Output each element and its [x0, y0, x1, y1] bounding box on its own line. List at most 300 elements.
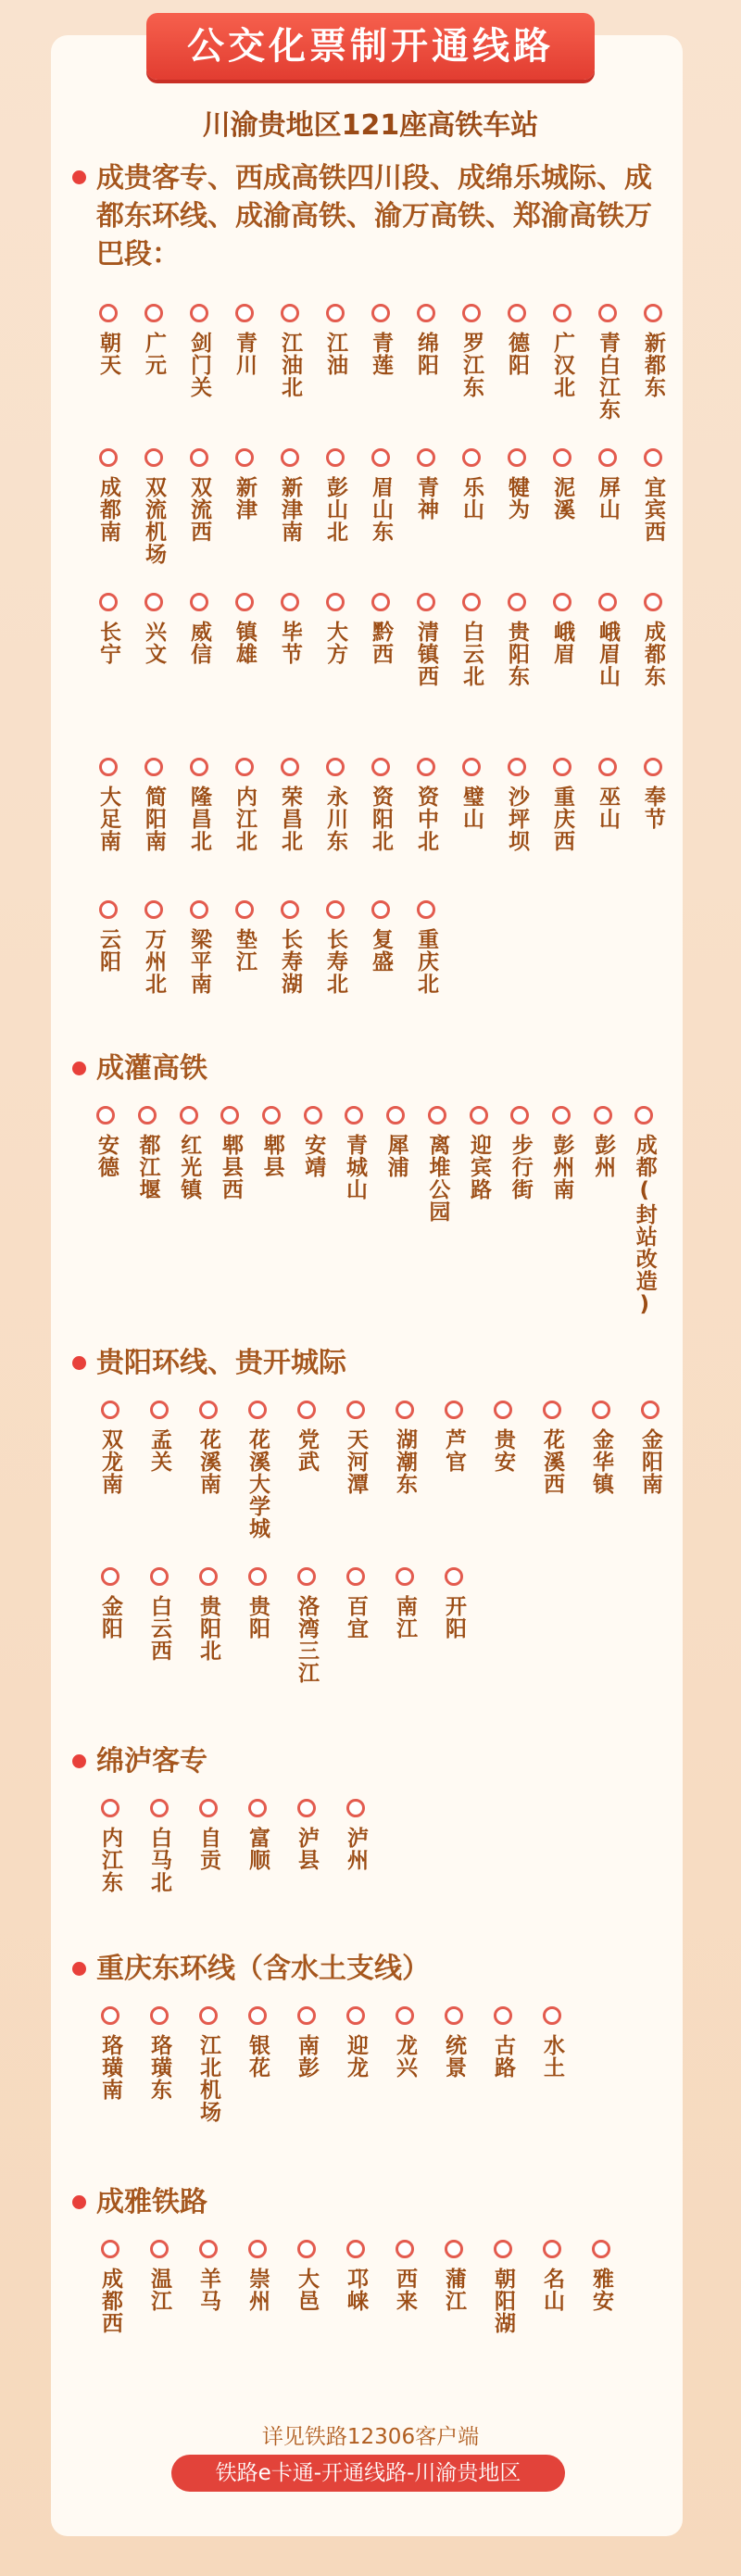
- station: [630, 758, 675, 852]
- station: [312, 758, 358, 852]
- station-name: 镇雄: [232, 621, 257, 665]
- station: [478, 2240, 527, 2334]
- station-dot-icon: [101, 1567, 119, 1586]
- station-dot-icon: [462, 304, 481, 322]
- station-dot-icon: [396, 2006, 414, 2025]
- footer-note: 详见铁路12306客户端: [261, 2425, 480, 2449]
- station: [539, 593, 584, 687]
- station-name: 重庆西: [550, 785, 574, 852]
- section-title: 成灌高铁: [72, 1050, 207, 1087]
- station: [458, 1106, 499, 1317]
- station-name: 泸州: [344, 1827, 368, 1871]
- station: [183, 1799, 232, 1893]
- station-name: 江油北: [278, 332, 302, 398]
- station-name: 羊马: [196, 2268, 220, 2312]
- station-dot-icon: [634, 1106, 653, 1125]
- station-name: 黔西: [369, 621, 393, 665]
- station-dot-icon: [99, 900, 118, 919]
- station-row: [85, 900, 448, 995]
- station-dot-icon: [150, 1799, 169, 1817]
- station: [539, 758, 584, 852]
- station: [131, 448, 176, 565]
- station: [85, 900, 131, 995]
- station-name: 金阳: [98, 1595, 122, 1640]
- station: [448, 304, 494, 421]
- station-dot-icon: [150, 1567, 169, 1586]
- station: [331, 1799, 380, 1893]
- station: [584, 448, 630, 565]
- station: [541, 1106, 583, 1317]
- station: [584, 304, 630, 421]
- station: [584, 593, 630, 687]
- station: [176, 304, 221, 421]
- station: [85, 758, 131, 852]
- station: [134, 1401, 183, 1539]
- station-name: 自贡: [196, 1827, 220, 1871]
- station-name: 荣昌北: [278, 785, 302, 852]
- station: [478, 2006, 527, 2123]
- station-dot-icon: [445, 2006, 463, 2025]
- station-dot-icon: [644, 758, 662, 776]
- station: [331, 1401, 380, 1539]
- footer-path-badge[interactable]: 铁路e卡通-开通线路-川渝贵地区: [171, 2455, 565, 2492]
- station-dot-icon: [592, 1401, 610, 1419]
- station: [625, 1401, 674, 1539]
- station: [448, 448, 494, 565]
- station-name: 湖潮东: [393, 1428, 417, 1495]
- station-name: 新津: [232, 476, 257, 521]
- section-title: 重庆东环线（含水土支线）: [72, 1951, 430, 1988]
- station-name: 温江: [147, 2268, 171, 2312]
- station: [448, 758, 494, 852]
- station-name: 白云西: [147, 1595, 171, 1662]
- station-name: 芦官: [442, 1428, 466, 1473]
- station: [494, 593, 539, 687]
- station-dot-icon: [462, 758, 481, 776]
- station-name: 贵阳东: [505, 621, 529, 687]
- station-row: [85, 1106, 665, 1317]
- station-row: [85, 2006, 576, 2123]
- station-name: 双龙南: [98, 1428, 122, 1495]
- station-name: 资阳北: [369, 785, 393, 852]
- station-name: 珞璜东: [147, 2034, 171, 2101]
- station-name: 青莲: [369, 332, 393, 376]
- station-name: 蒲江: [442, 2268, 466, 2312]
- station-dot-icon: [371, 593, 390, 611]
- page-subtitle: 川渝贵地区121座高铁车站: [202, 109, 539, 142]
- station-dot-icon: [235, 304, 254, 322]
- station-dot-icon: [508, 758, 526, 776]
- station: [131, 900, 176, 995]
- station-name: 德阳: [505, 332, 529, 376]
- station-dot-icon: [101, 2240, 119, 2258]
- station-name: 安德: [94, 1134, 119, 1178]
- station: [312, 593, 358, 687]
- station-name: 璧山: [459, 785, 484, 830]
- station: [630, 304, 675, 421]
- station-name: 垫江: [232, 928, 257, 973]
- station-dot-icon: [598, 448, 617, 467]
- station: [494, 758, 539, 852]
- station: [221, 448, 267, 565]
- station: [358, 758, 403, 852]
- station-name: 贵阳北: [196, 1595, 220, 1662]
- station-name: 大足南: [96, 785, 120, 852]
- station: [232, 2240, 282, 2334]
- station-dot-icon: [417, 900, 435, 919]
- station-dot-icon: [386, 1106, 405, 1125]
- station-dot-icon: [96, 1106, 115, 1125]
- station: [527, 2240, 576, 2334]
- station-dot-icon: [445, 2240, 463, 2258]
- station-name: 罗江东: [459, 332, 484, 398]
- station-name: 百宜: [344, 1595, 368, 1640]
- station-dot-icon: [462, 448, 481, 467]
- section-title: 成贵客专、西成高铁四川段、成绵乐城际、成都东环线、成渝高铁、渝万高铁、郑渝高铁万巴段：: [72, 159, 672, 273]
- station-dot-icon: [199, 1799, 218, 1817]
- station: [582, 1106, 623, 1317]
- station: [292, 1106, 333, 1317]
- station-name: 花溪西: [540, 1428, 564, 1495]
- station-name: 犀浦: [383, 1134, 408, 1178]
- station-name: 资中北: [414, 785, 438, 852]
- page-title: 公交化票制开通线路: [146, 13, 595, 80]
- station-dot-icon: [396, 1567, 414, 1586]
- station: [429, 2240, 478, 2334]
- station-name: 沙坪坝: [505, 785, 529, 852]
- station: [527, 1401, 576, 1539]
- station-name: 大方: [323, 621, 347, 665]
- station: [267, 448, 312, 565]
- station-name: 复盛: [369, 928, 393, 973]
- station: [380, 1401, 429, 1539]
- station: [221, 900, 267, 995]
- station-dot-icon: [428, 1106, 446, 1125]
- station: [312, 304, 358, 421]
- station-dot-icon: [235, 900, 254, 919]
- station-dot-icon: [248, 2240, 267, 2258]
- station-dot-icon: [494, 1401, 512, 1419]
- station-name: 成都南: [96, 476, 120, 543]
- station-name: 郫县: [259, 1134, 284, 1178]
- station-name: 大邑: [295, 2268, 319, 2312]
- station-dot-icon: [248, 1401, 267, 1419]
- station: [375, 1106, 417, 1317]
- station-dot-icon: [138, 1106, 157, 1125]
- station-name: 朝阳湖: [491, 2268, 515, 2334]
- station-dot-icon: [199, 2006, 218, 2025]
- station-dot-icon: [346, 2006, 365, 2025]
- station: [221, 593, 267, 687]
- station-name: 银花: [245, 2034, 270, 2079]
- station-name: 金阳南: [638, 1428, 662, 1495]
- station-name: 红光镇: [177, 1134, 202, 1200]
- station-dot-icon: [99, 758, 118, 776]
- station-name: 都江堰: [135, 1134, 160, 1200]
- station: [282, 2240, 331, 2334]
- station-row: [85, 2240, 625, 2334]
- station-dot-icon: [144, 593, 163, 611]
- station: [85, 304, 131, 421]
- station: [183, 2006, 232, 2123]
- station-dot-icon: [150, 2006, 169, 2025]
- station-dot-icon: [144, 900, 163, 919]
- station-name: 青神: [414, 476, 438, 521]
- station-name: 郫县西: [218, 1134, 243, 1200]
- station-dot-icon: [553, 304, 571, 322]
- station: [417, 1106, 458, 1317]
- section-title: 绵泸客专: [72, 1743, 207, 1780]
- station-name: 党武: [295, 1428, 319, 1473]
- station: [131, 593, 176, 687]
- station: [403, 758, 448, 852]
- station: [282, 2006, 331, 2123]
- station-name: 白马北: [147, 1827, 171, 1893]
- station-name: 迎龙: [344, 2034, 368, 2079]
- station-name: 富顺: [245, 1827, 270, 1871]
- station-dot-icon: [144, 304, 163, 322]
- station-dot-icon: [297, 1567, 316, 1586]
- station-name: 统景: [442, 2034, 466, 2079]
- station-dot-icon: [371, 304, 390, 322]
- station-dot-icon: [304, 1106, 322, 1125]
- station: [282, 1401, 331, 1539]
- station-name: 双流机场: [142, 476, 166, 565]
- station-row: [85, 304, 675, 421]
- station-dot-icon: [371, 758, 390, 776]
- station-dot-icon: [235, 448, 254, 467]
- station-name: 金华镇: [589, 1428, 613, 1495]
- station: [131, 304, 176, 421]
- station: [331, 1567, 380, 1684]
- station: [85, 2006, 134, 2123]
- station: [630, 593, 675, 687]
- station: [85, 1799, 134, 1893]
- station: [358, 448, 403, 565]
- station: [331, 2006, 380, 2123]
- station-name: 江北机场: [196, 2034, 220, 2123]
- station-name: 乐山: [459, 476, 484, 521]
- station-dot-icon: [346, 1799, 365, 1817]
- station-name: 清镇西: [414, 621, 438, 687]
- station: [539, 448, 584, 565]
- station-name: 新都东: [641, 332, 665, 398]
- station: [623, 1106, 665, 1317]
- station-name: 内江北: [232, 785, 257, 852]
- station-name: 彭州: [591, 1134, 616, 1178]
- station: [221, 758, 267, 852]
- station: [134, 1799, 183, 1893]
- station: [403, 448, 448, 565]
- station-dot-icon: [494, 2006, 512, 2025]
- station: [267, 304, 312, 421]
- station-name: 孟关: [147, 1428, 171, 1473]
- station-name: 成都西: [98, 2268, 122, 2334]
- section-title: 贵阳环线、贵开城际: [72, 1345, 346, 1382]
- station: [380, 2006, 429, 2123]
- station-dot-icon: [494, 2240, 512, 2258]
- station-dot-icon: [281, 448, 299, 467]
- station-dot-icon: [99, 304, 118, 322]
- station: [576, 2240, 625, 2334]
- station-dot-icon: [101, 2006, 119, 2025]
- station-name: 名山: [540, 2268, 564, 2312]
- station-name: 重庆北: [414, 928, 438, 995]
- station: [209, 1106, 251, 1317]
- station-dot-icon: [594, 1106, 612, 1125]
- station-dot-icon: [326, 304, 345, 322]
- station: [85, 593, 131, 687]
- station-dot-icon: [553, 593, 571, 611]
- station-name: 犍为: [505, 476, 529, 521]
- station: [176, 448, 221, 565]
- station-dot-icon: [417, 758, 435, 776]
- station: [232, 1401, 282, 1539]
- station-dot-icon: [248, 2006, 267, 2025]
- station-name: 峨眉: [550, 621, 574, 665]
- station-dot-icon: [598, 758, 617, 776]
- station-dot-icon: [326, 593, 345, 611]
- station-row: [85, 1401, 674, 1539]
- section-title: 成雅铁路: [72, 2184, 207, 2221]
- station-name: 毕节: [278, 621, 302, 665]
- station: [131, 758, 176, 852]
- station-dot-icon: [281, 758, 299, 776]
- station: [358, 593, 403, 687]
- station: [358, 304, 403, 421]
- station-name: 彭山北: [323, 476, 347, 543]
- station-name: 兴文: [142, 621, 166, 665]
- station-name: 水土: [540, 2034, 564, 2079]
- station: [539, 304, 584, 421]
- station-name: 邛崃: [344, 2268, 368, 2312]
- station: [176, 593, 221, 687]
- station-dot-icon: [248, 1567, 267, 1586]
- station-name: 迎宾路: [467, 1134, 492, 1200]
- station-name: 步行街: [508, 1134, 533, 1200]
- station-dot-icon: [396, 1401, 414, 1419]
- station-name: 眉山东: [369, 476, 393, 543]
- station-name: 万州北: [142, 928, 166, 995]
- station-dot-icon: [417, 448, 435, 467]
- station: [576, 1401, 625, 1539]
- station-name: 江油: [323, 332, 347, 376]
- station-name: 泥溪: [550, 476, 574, 521]
- station-dot-icon: [99, 593, 118, 611]
- station-dot-icon: [297, 2006, 316, 2025]
- station-name: 花溪南: [196, 1428, 220, 1495]
- station-name: 离堆公园: [425, 1134, 450, 1223]
- station: [403, 304, 448, 421]
- station-dot-icon: [552, 1106, 571, 1125]
- station-name: 青城山: [342, 1134, 367, 1200]
- station: [331, 2240, 380, 2334]
- station-dot-icon: [598, 593, 617, 611]
- station-dot-icon: [510, 1106, 529, 1125]
- station-row: [85, 1567, 478, 1684]
- station: [85, 1106, 127, 1317]
- station: [127, 1106, 169, 1317]
- station: [183, 1567, 232, 1684]
- station-dot-icon: [190, 593, 208, 611]
- station-dot-icon: [199, 1567, 218, 1586]
- station-name: 剑门关: [187, 332, 211, 398]
- station-dot-icon: [235, 593, 254, 611]
- station: [499, 1106, 541, 1317]
- station: [168, 1106, 209, 1317]
- station-name: 崇州: [245, 2268, 270, 2312]
- station-dot-icon: [297, 2240, 316, 2258]
- station: [85, 1401, 134, 1539]
- station-row: [85, 593, 675, 687]
- station-name: 峨眉山: [596, 621, 620, 687]
- station-name: 永川东: [323, 785, 347, 852]
- station: [282, 1567, 331, 1684]
- station-name: 南彭: [295, 2034, 319, 2079]
- station: [134, 2006, 183, 2123]
- station-name: 隆昌北: [187, 785, 211, 852]
- station-name: 奉节: [641, 785, 665, 830]
- station: [429, 1567, 478, 1684]
- station-name: 云阳: [96, 928, 120, 973]
- station-name: 洛湾三江: [295, 1595, 319, 1684]
- station-row: [85, 448, 675, 565]
- station-name: 成都(封站改造): [632, 1134, 657, 1317]
- station: [429, 1401, 478, 1539]
- station-dot-icon: [445, 1567, 463, 1586]
- station-dot-icon: [445, 1401, 463, 1419]
- station-dot-icon: [543, 2006, 561, 2025]
- station: [183, 1401, 232, 1539]
- station-dot-icon: [281, 304, 299, 322]
- station-name: 梁平南: [187, 928, 211, 995]
- station: [221, 304, 267, 421]
- station-dot-icon: [297, 1799, 316, 1817]
- station-name: 龙兴: [393, 2034, 417, 2079]
- station-name: 珞璜南: [98, 2034, 122, 2101]
- station: [251, 1106, 293, 1317]
- station: [448, 593, 494, 687]
- station-dot-icon: [371, 448, 390, 467]
- station-dot-icon: [190, 304, 208, 322]
- station-name: 宜宾西: [641, 476, 665, 543]
- station-name: 绵阳: [414, 332, 438, 376]
- station: [494, 448, 539, 565]
- station-dot-icon: [598, 304, 617, 322]
- station: [183, 2240, 232, 2334]
- station: [312, 900, 358, 995]
- station-dot-icon: [543, 2240, 561, 2258]
- station: [85, 448, 131, 565]
- station-row: [85, 758, 675, 852]
- station-name: 天河潭: [344, 1428, 368, 1495]
- station-dot-icon: [248, 1799, 267, 1817]
- station-dot-icon: [396, 2240, 414, 2258]
- station-dot-icon: [101, 1401, 119, 1419]
- station-dot-icon: [644, 304, 662, 322]
- station-dot-icon: [470, 1106, 488, 1125]
- station-dot-icon: [462, 593, 481, 611]
- station-dot-icon: [190, 448, 208, 467]
- station-dot-icon: [641, 1401, 659, 1419]
- station: [232, 2006, 282, 2123]
- station-dot-icon: [371, 900, 390, 919]
- station-dot-icon: [508, 304, 526, 322]
- station-dot-icon: [101, 1799, 119, 1817]
- station-name: 广元: [142, 332, 166, 376]
- station-dot-icon: [190, 758, 208, 776]
- station-row: [85, 1799, 380, 1893]
